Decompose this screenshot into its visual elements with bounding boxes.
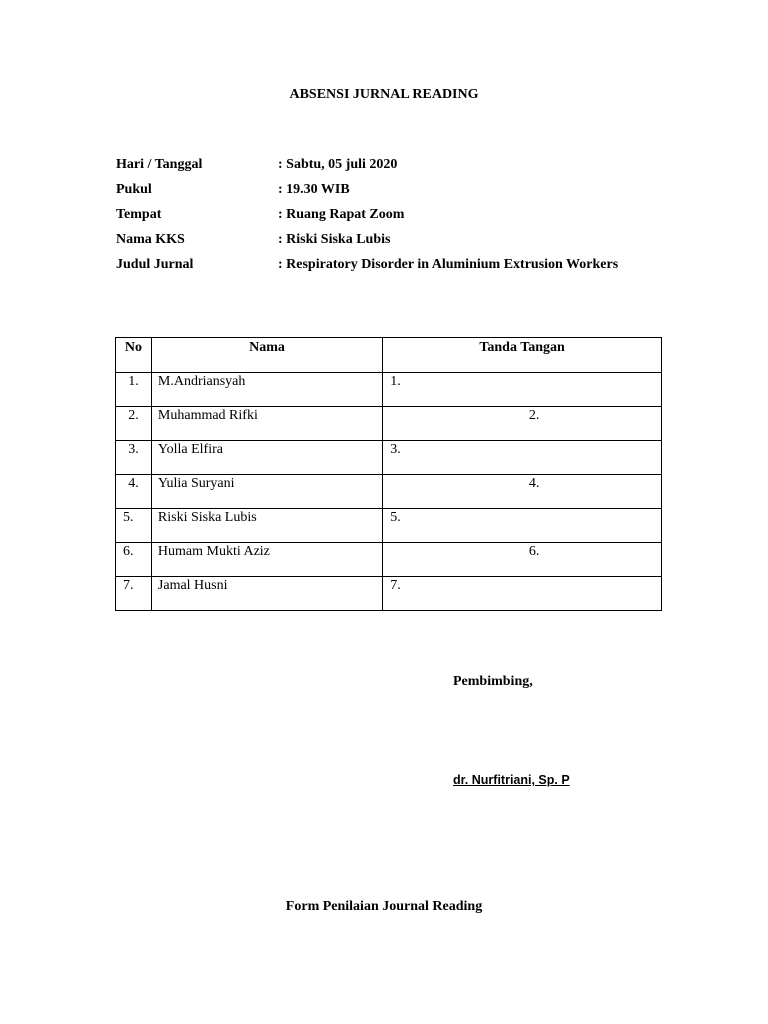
row-signature <box>383 543 662 577</box>
row-number: 7. <box>116 577 152 611</box>
info-value: : Riski Siska Lubis <box>278 232 391 248</box>
pembimbing-name: dr. Nurfitriani, Sp. P <box>453 773 570 787</box>
table-row <box>116 407 662 441</box>
header-nama: Nama <box>151 338 382 373</box>
row-name: Jamal Husni <box>151 577 382 611</box>
pembimbing-label: Pembimbing, <box>453 674 533 689</box>
header-no: No <box>116 338 152 373</box>
info-row-date <box>116 152 618 177</box>
row-name: Yulia Suryani <box>151 475 382 509</box>
row-number: 1. <box>116 373 152 407</box>
row-name: Muhammad Rifki <box>151 407 382 441</box>
table-row <box>116 475 662 509</box>
info-row-kks <box>116 228 618 253</box>
row-signature: 5. <box>383 509 662 543</box>
header-tanda-tangan: Tanda Tangan <box>383 338 662 373</box>
form-title: Form Penilaian Journal Reading <box>285 899 483 914</box>
signature-number: 4. <box>528 476 540 491</box>
row-number: 6. <box>116 543 152 577</box>
table-header-row <box>116 338 662 373</box>
table-row <box>116 543 662 577</box>
row-name: Humam Mukti Aziz <box>151 543 382 577</box>
document-title: ABSENSI JURNAL READING <box>289 87 479 102</box>
row-name: Riski Siska Lubis <box>151 509 382 543</box>
meeting-info <box>116 152 618 278</box>
row-number: 2. <box>116 407 152 441</box>
row-number: 5. <box>116 509 152 543</box>
row-signature: 1. <box>383 373 662 407</box>
table-row <box>116 509 662 543</box>
info-value: : 19.30 WIB <box>278 181 350 197</box>
info-row-place <box>116 202 618 227</box>
info-row-time <box>116 177 618 202</box>
table-row <box>116 441 662 475</box>
info-label: Judul Jurnal <box>116 257 194 273</box>
row-signature: 3. <box>383 441 662 475</box>
info-row-journal <box>116 253 618 278</box>
info-value: : Respiratory Disorder in Aluminium Extrusion Workers <box>278 257 619 273</box>
signature-number: 6. <box>528 544 540 559</box>
row-name: Yolla Elfira <box>151 441 382 475</box>
info-label: Nama KKS <box>116 232 185 248</box>
table-row <box>116 373 662 407</box>
attendance-table <box>115 337 662 611</box>
info-value: : Ruang Rapat Zoom <box>278 206 405 222</box>
signature-number: 2. <box>528 408 540 423</box>
info-label: Hari / Tanggal <box>116 156 203 172</box>
row-signature <box>383 407 662 441</box>
info-label: Pukul <box>116 181 152 197</box>
row-signature <box>383 475 662 509</box>
info-value: : Sabtu, 05 juli 2020 <box>278 156 398 172</box>
info-label: Tempat <box>116 206 162 222</box>
row-name: M.Andriansyah <box>151 373 382 407</box>
table-row <box>116 577 662 611</box>
row-number: 3. <box>116 441 152 475</box>
row-number: 4. <box>116 475 152 509</box>
row-signature: 7. <box>383 577 662 611</box>
